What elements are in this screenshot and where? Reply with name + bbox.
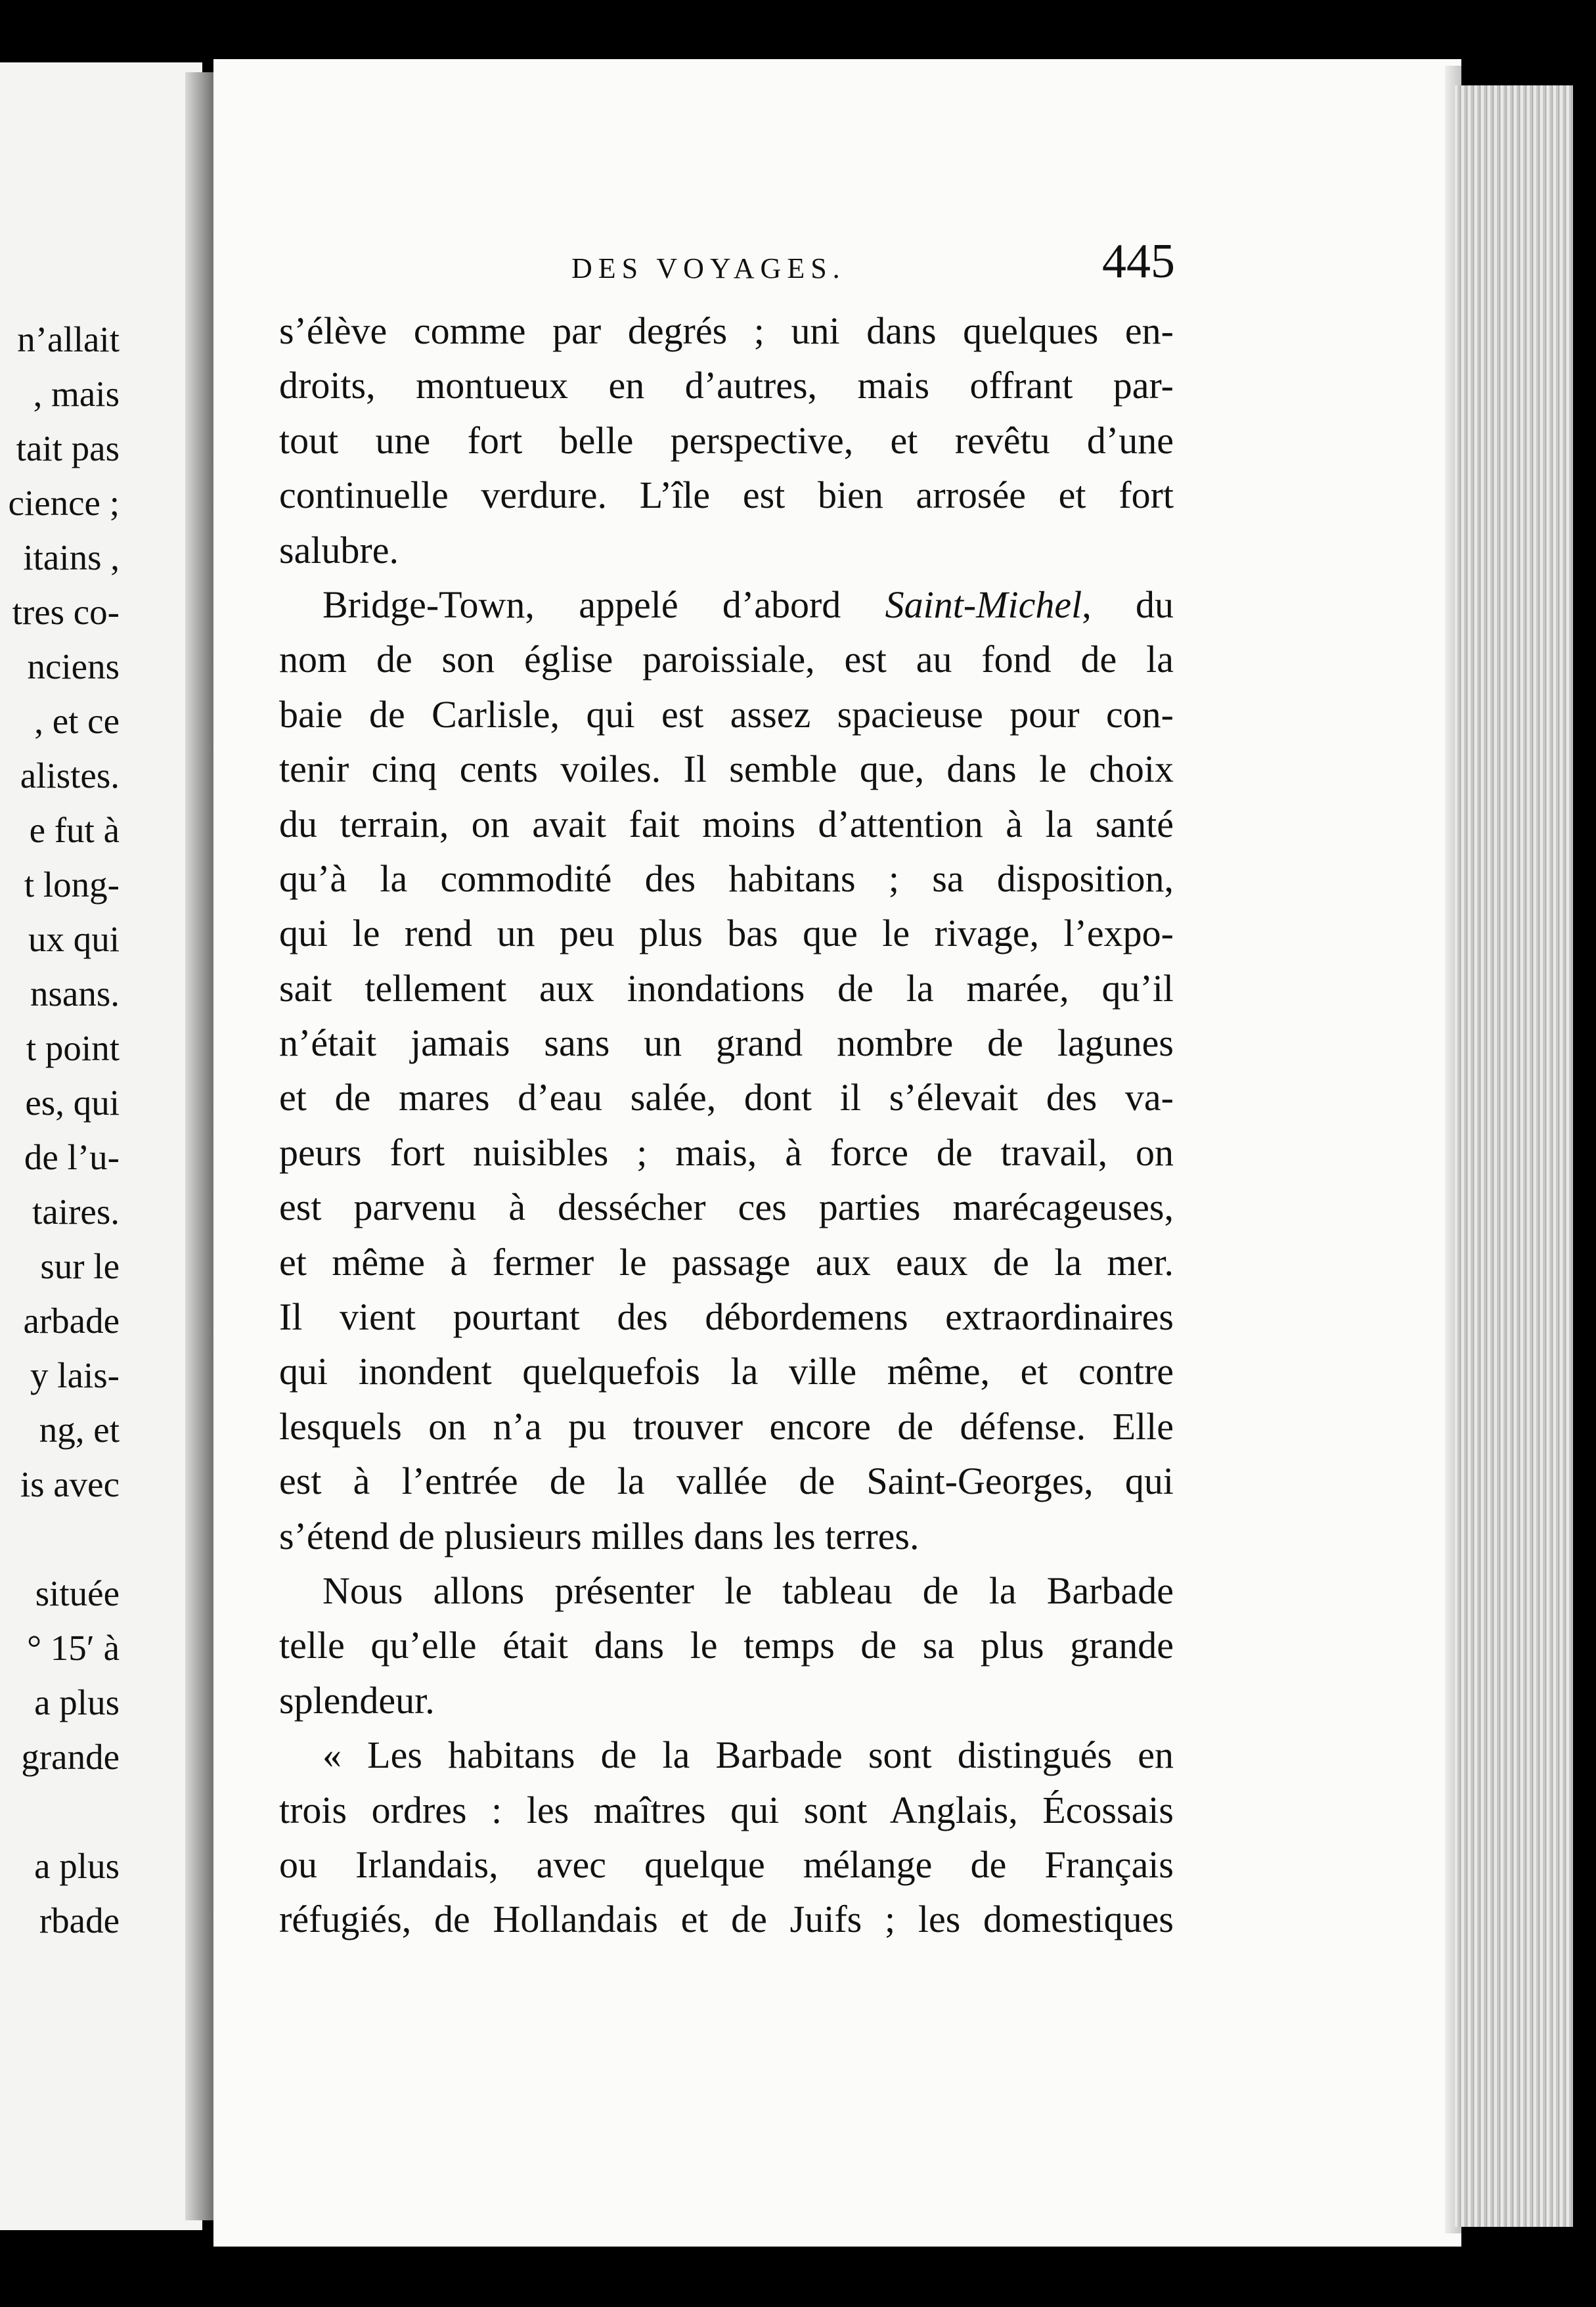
- text-line: est parvenu à dessécher ces parties marécageuses,: [279, 1186, 1174, 1229]
- left-page-text: [0, 312, 120, 1948]
- text-line: trois ordres : les maîtres qui sont Anglais, Écossais: [279, 1788, 1174, 1831]
- text-line: baie de Carlisle, qui est assez spacieuse pour con-: [279, 692, 1174, 736]
- text-line: qu’à la commodité des habitans ; sa disposition,: [279, 857, 1174, 900]
- left-page-line: , mais: [33, 374, 120, 414]
- left-page-line: itains ,: [23, 537, 120, 577]
- running-head: DES VOYAGES.: [571, 252, 846, 284]
- left-page-line: ° 15′ à: [27, 1628, 120, 1668]
- left-page-line: , et ce: [34, 701, 120, 741]
- text-line: Il vient pourtant des débordemens extraordinaires: [279, 1295, 1174, 1339]
- left-page-line: nciens: [27, 646, 120, 686]
- page-number: 445: [1102, 235, 1175, 288]
- left-page-line: [0, 1784, 120, 1839]
- left-page-line: arbade: [23, 1301, 120, 1341]
- left-page-line: t long-: [24, 864, 120, 905]
- left-page: [0, 62, 202, 2230]
- text-line: tout une fort belle perspective, et revêtu d’une: [279, 418, 1174, 462]
- text-line: s’élève comme par degrés ; uni dans quelques en-: [279, 309, 1174, 352]
- text-line: tenir cinq cents voiles. Il semble que, dans le choix: [279, 748, 1174, 791]
- text-line: Nous allons présenter le tableau de la Barbade: [322, 1569, 1174, 1612]
- text-line: s’étend de plusieurs milles dans les terres.: [279, 1514, 920, 1557]
- left-page-line: a plus: [34, 1846, 120, 1886]
- left-page-line: de l’u-: [24, 1137, 120, 1177]
- left-page-line: nsans.: [30, 974, 120, 1014]
- left-page-line: tait pas: [16, 428, 120, 468]
- text-line: est à l’entrée de la vallée de Saint-Georges, qui: [279, 1460, 1174, 1503]
- text-line: continuelle verdure. L’île est bien arrosée et fort: [279, 474, 1174, 517]
- left-page-line: n’allait: [17, 319, 120, 359]
- text-line: peurs fort nuisibles ; mais, à force de travail, on: [279, 1131, 1174, 1174]
- left-page-line: située: [35, 1573, 120, 1613]
- text-line: lesquels on n’a pu trouver encore de défense. Elle: [279, 1404, 1174, 1448]
- body-text: [279, 303, 1174, 1947]
- left-page-line: ux qui: [28, 919, 120, 959]
- left-page-line: ng, et: [39, 1410, 120, 1450]
- text-line: du terrain, on avait fait moins d’attention à la santé: [279, 802, 1174, 845]
- text-line: réfugiés, de Hollandais et de Juifs ; les domestiques: [279, 1898, 1174, 1941]
- left-page-line: e fut à: [29, 810, 120, 850]
- text-line: sait tellement aux inondations de la marée, qu’il: [279, 966, 1174, 1010]
- left-page-line: taires.: [32, 1192, 120, 1232]
- text-line: droits, montueux en d’autres, mais offrant par-: [279, 364, 1174, 407]
- left-page-line: sur le: [40, 1246, 120, 1286]
- text-line: nom de son église paroissiale, est au fond de la: [279, 638, 1174, 681]
- text-line: ou Irlandais, avec quelque mélange de Français: [279, 1843, 1174, 1886]
- text-line: « Les habitans de la Barbade sont distingués en: [322, 1734, 1174, 1777]
- left-page-line: y lais-: [30, 1355, 120, 1395]
- text-line: et de mares d’eau salée, dont il s’élevait des va-: [279, 1076, 1174, 1119]
- left-page-line: t point: [26, 1028, 120, 1068]
- left-page-line: grande: [21, 1737, 120, 1777]
- text-line: qui inondent quelquefois la ville même, et contre: [279, 1350, 1174, 1393]
- left-page-line: rbade: [39, 1900, 120, 1940]
- text-line: qui le rend un peu plus bas que le rivage, l’expo-: [279, 912, 1174, 955]
- page-edges: [1455, 85, 1573, 2227]
- text-line: n’était jamais sans un grand nombre de lagunes: [279, 1021, 1174, 1065]
- left-page-line: cience ;: [8, 483, 120, 523]
- left-page-line: es, qui: [25, 1083, 120, 1123]
- left-page-line: [0, 1512, 120, 1566]
- left-page-line: tres co-: [12, 592, 120, 632]
- text-line: et même à fermer le passage aux eaux de la mer.: [279, 1240, 1174, 1284]
- left-page-line: a plus: [34, 1682, 120, 1722]
- left-page-line: alistes.: [20, 755, 120, 795]
- text-line: splendeur.: [279, 1678, 435, 1722]
- text-line: Bridge-Town, appelé d’abord Saint-Michel, du: [322, 583, 1174, 626]
- text-line: telle qu’elle était dans le temps de sa plus grande: [279, 1624, 1174, 1667]
- left-page-line: is avec: [20, 1464, 120, 1504]
- text-line: salubre.: [279, 528, 399, 571]
